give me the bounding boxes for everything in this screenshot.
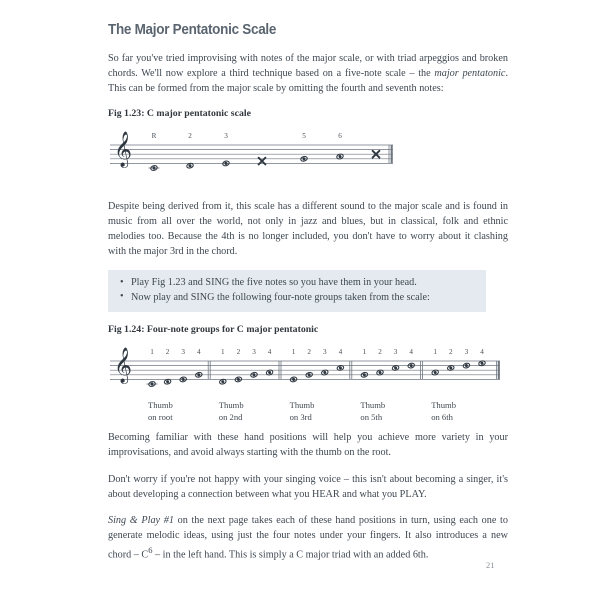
thumb-label-group-1 — [148, 400, 173, 423]
fig124-g2-finger-3: 3 — [252, 348, 256, 357]
thumb-label-line2-3: on 3rd — [289, 411, 312, 422]
page-content — [108, 22, 508, 574]
thumb-label-line1-5: Thumb — [431, 400, 457, 411]
fig124-g1-finger-2: 2 — [165, 348, 170, 357]
fig124-g2-finger-1: 1 — [221, 348, 225, 357]
sing-play-title: Sing & Play #1 — [108, 515, 174, 527]
thumb-label-group-2 — [219, 400, 244, 423]
thumb-position-labels — [108, 400, 503, 424]
fig124-g3-finger-2: 2 — [307, 348, 311, 357]
figure-1-23-stave — [108, 125, 508, 187]
page-title: The Major Pentatonic Scale — [108, 22, 277, 38]
sing-play-text-end: – in the left hand. This is simply a C major triad with an added 6th. — [152, 549, 429, 561]
musical-stave-fig123 — [108, 125, 408, 187]
intro-text-a: So far you've tried improvising with notes of the major scale, or with triad arpeggios and broken chords. We'll now explore a third technique based on a five-note scale – the — [108, 53, 508, 80]
musical-stave-fig124 — [108, 341, 508, 399]
thumb-label-group-3 — [290, 400, 315, 423]
fig124-g4-finger-1: 1 — [362, 348, 367, 357]
fig124-g4-finger-3: 3 — [393, 348, 398, 357]
paragraph-hand-positions: Becoming familiar with these hand positions will help you achieve more variety in your improvisations, and avoid always starting with the thumb on the root. — [108, 432, 508, 459]
thumb-label-line1-2: Thumb — [218, 400, 244, 411]
thumb-label-line2-2: on 2nd — [218, 411, 243, 422]
fig124-g3-finger-1: 1 — [291, 348, 296, 357]
intro-text-b: . This can be formed from the major scale by omitting the fourth and seventh notes: — [108, 68, 508, 95]
paragraph-after-fig123: Despite being derived from it, this scale has a different sound to the major scale and is found in music from all over the world, not only in jazz and blues, but in classical, folk and ethnic melodies too. Because the 4th is no longer included, you don't have to worry about it clashing with the major 3rd in the chord. — [108, 200, 508, 258]
treble-clef-icon — [114, 348, 132, 384]
fig124-g4-finger-2: 2 — [378, 348, 382, 357]
fig124-g5-finger-1: 1 — [433, 348, 437, 357]
thumb-label-line1-4: Thumb — [360, 400, 386, 411]
page-number: 21 — [486, 560, 495, 570]
fig123-degree-label-5: 5 — [302, 131, 306, 140]
fig124-g5-finger-3: 3 — [464, 348, 469, 357]
fig124-g1-finger-1: 1 — [150, 348, 154, 357]
thumb-label-line1-1: Thumb — [148, 400, 173, 411]
fig124-g3-finger-4: 4 — [338, 348, 343, 357]
svg-text:𝄞: 𝄞 — [114, 131, 132, 167]
treble-clef-icon — [114, 132, 132, 168]
fig124-g5-finger-2: 2 — [449, 348, 453, 357]
fig124-g4-finger-4: 4 — [409, 348, 413, 357]
fig124-g1-finger-4: 4 — [197, 348, 201, 357]
sing-play-text: on the next page takes each of these hand positions in turn, using each one to generate melodic ideas, using just the four notes under your fingers. It also introduces a new chord – C — [108, 515, 508, 561]
figure-label-1-23: Fig 1.23: C major pentatonic scale — [108, 107, 251, 119]
fig123-degree-label-6: 6 — [338, 131, 342, 140]
thumb-label-group-4 — [360, 400, 385, 423]
callout-bullet-2: • Now play and SING the following four-note groups taken from the scale: — [120, 291, 476, 305]
figure-1-24-stave — [108, 341, 508, 424]
fig123-degree-label-1: R — [151, 131, 157, 140]
fig124-g5-finger-4: 4 — [480, 348, 484, 357]
fig124-g1-finger-3: 3 — [181, 348, 185, 357]
practice-callout-box — [108, 270, 486, 312]
svg-text:𝄞: 𝄞 — [114, 348, 132, 384]
callout-bullet-1: • Play Fig 1.23 and SING the five notes so you have them in your head. — [120, 276, 476, 290]
thumb-label-line2-1: on root — [148, 411, 173, 422]
figure-label-1-24: Fig 1.24: Four-note groups for C major pentatonic — [108, 324, 319, 336]
chord-superscript: 6 — [148, 545, 153, 556]
callout-bullet-list — [120, 276, 476, 305]
intro-emphasis: major pentatonic — [434, 68, 506, 80]
fig124-g2-finger-2: 2 — [236, 348, 241, 357]
paragraph-intro — [108, 51, 508, 97]
thumb-label-line2-4: on 5th — [360, 411, 383, 422]
fig124-g3-finger-3: 3 — [323, 348, 327, 357]
thumb-label-group-5 — [431, 400, 456, 423]
fig123-degree-label-3: 3 — [224, 131, 228, 140]
paragraph-singing-voice: Don't worry if you're not happy with your singing voice – this isn't about becoming a singer, it's about developing a connection between what you HEAR and what you PLAY. — [108, 473, 508, 500]
fig123-degree-label-2: 2 — [188, 131, 192, 140]
thumb-label-line1-3: Thumb — [289, 400, 315, 411]
thumb-label-line2-5: on 6th — [431, 411, 453, 422]
fig124-g2-finger-4: 4 — [267, 348, 272, 357]
paragraph-sing-and-play — [108, 513, 508, 563]
